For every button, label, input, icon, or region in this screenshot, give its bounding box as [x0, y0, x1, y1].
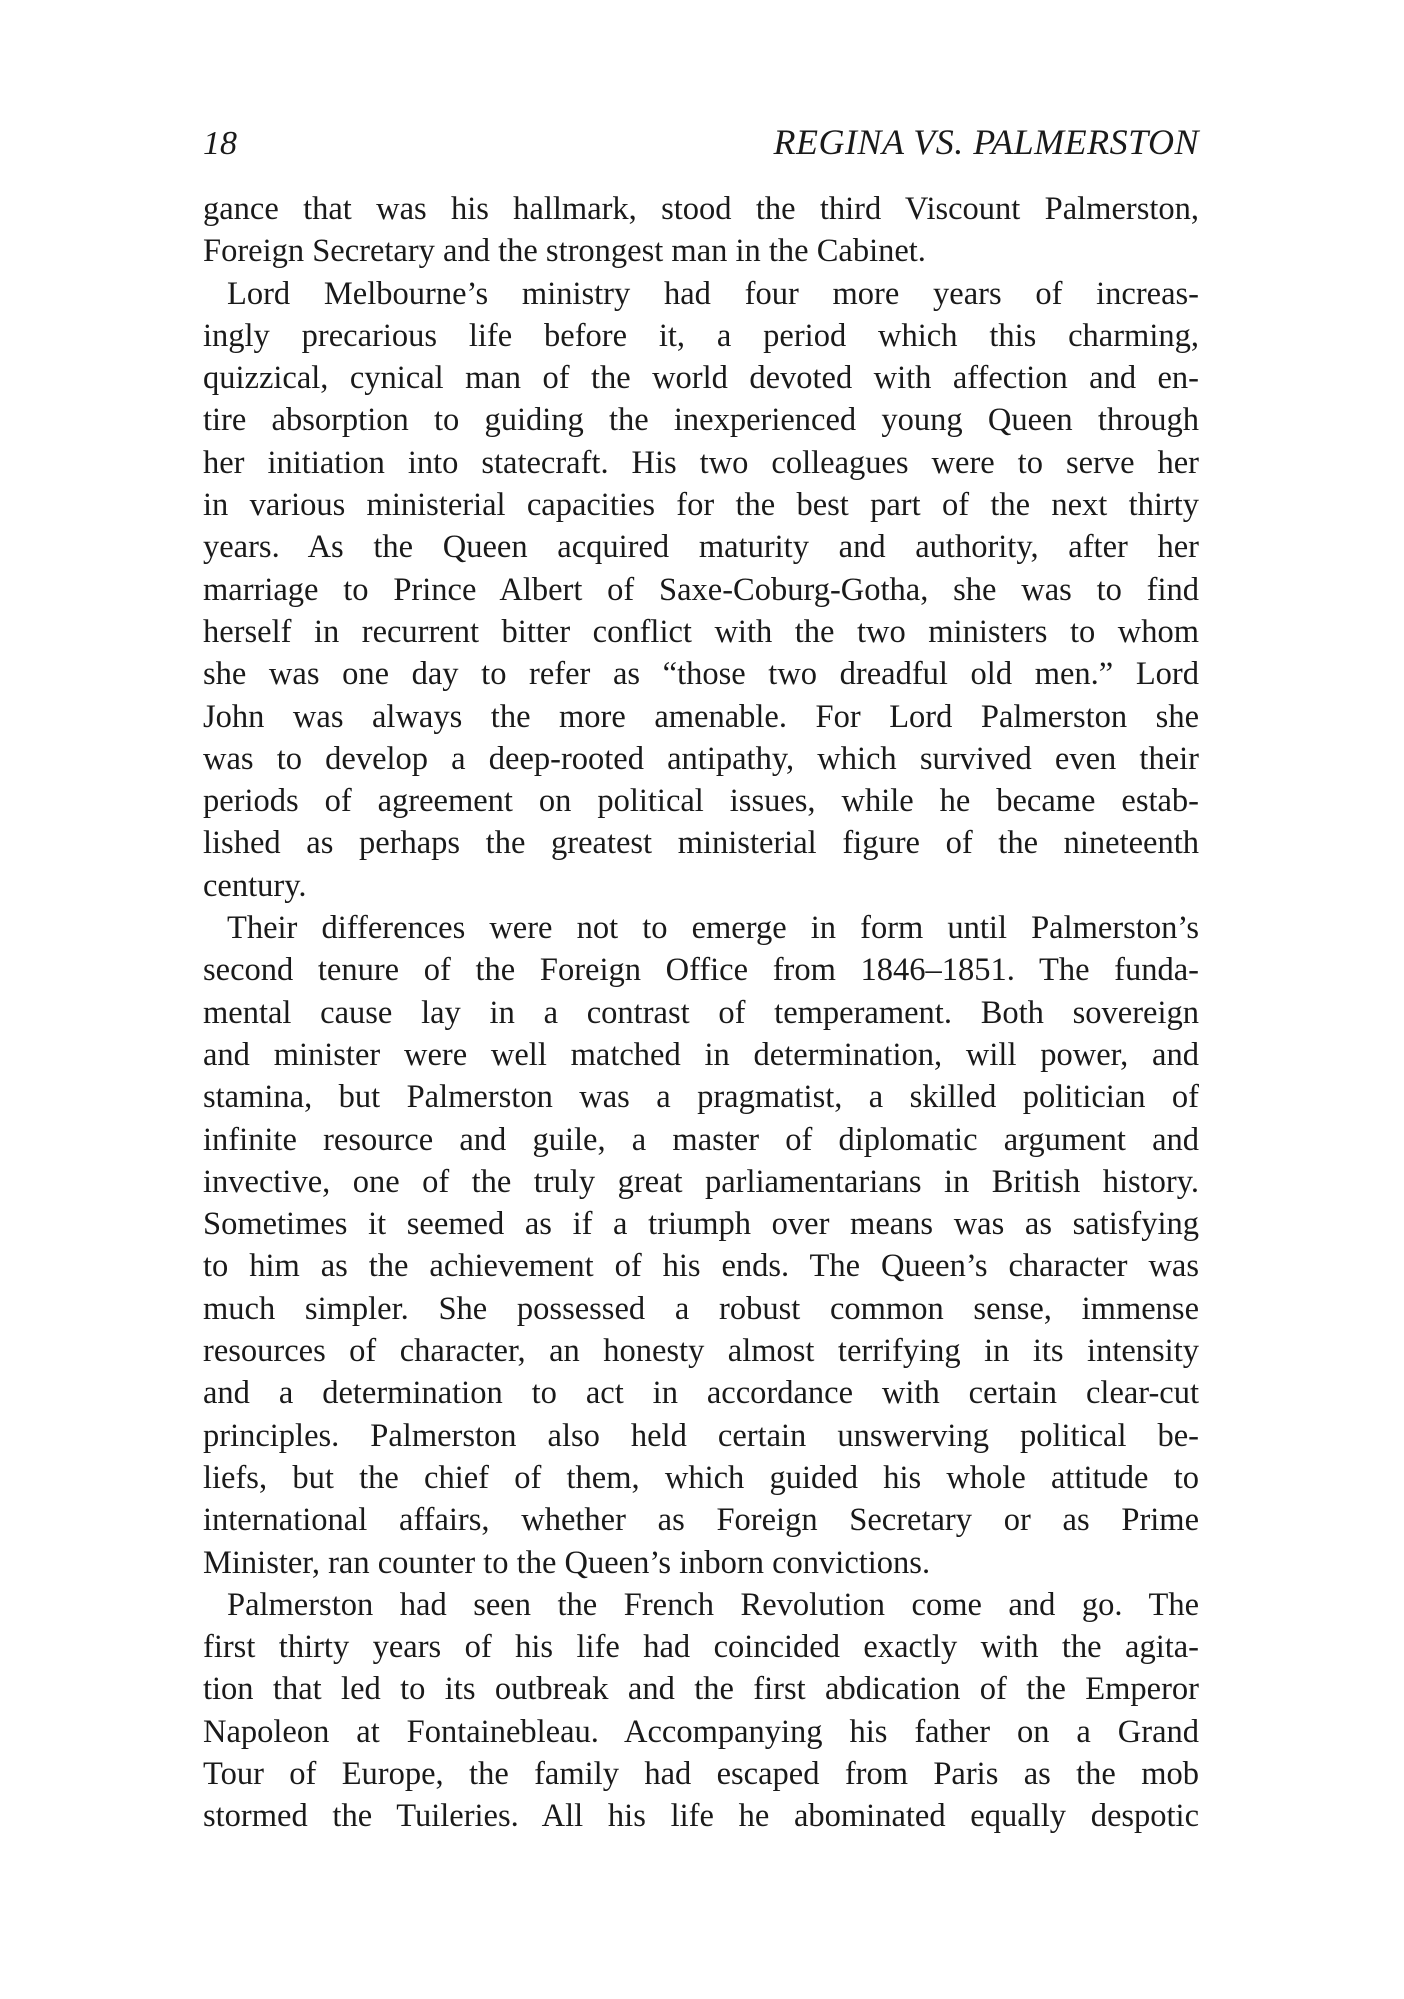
text-line: periods of agreement on political issues, while he became estab-: [203, 783, 1199, 820]
text-line: gance that was his hallmark, stood the third Viscount Palmerston,: [203, 191, 1199, 227]
text-line: was to develop a deep-rooted antipathy, which survived even their: [203, 740, 1199, 777]
text-line: resources of character, an honesty almost terrifying in its intensity: [203, 1333, 1199, 1370]
text-line: to him as the achievement of his ends. The Queen’s character was: [203, 1248, 1199, 1285]
body-text: [203, 188, 1199, 1838]
text-line: century.: [203, 867, 307, 904]
text-line: mental cause lay in a contrast of temperament. Both sovereign: [203, 994, 1199, 1031]
paragraph: [203, 273, 1199, 907]
text-line: Napoleon at Fontainebleau. Accompanying his father on a Grand: [203, 1713, 1199, 1750]
text-line: stamina, but Palmerston was a pragmatist, a skilled politician of: [203, 1079, 1199, 1116]
text-line: she was one day to refer as “those two dreadful old men.” Lord: [203, 656, 1199, 693]
page-header: [203, 118, 1199, 166]
text-line: Tour of Europe, the family had escaped from Paris as the mob: [203, 1755, 1199, 1792]
text-line: her initiation into statecraft. His two colleagues were to serve her: [203, 444, 1199, 481]
text-line: tire absorption to guiding the inexperienced young Queen through: [203, 402, 1199, 439]
text-line: ingly precarious life before it, a period which this charming,: [203, 317, 1199, 354]
text-line: and a determination to act in accordance with certain clear-cut: [203, 1375, 1199, 1412]
text-line: invective, one of the truly great parliamentarians in British history.: [203, 1163, 1199, 1200]
text-line: Palmerston had seen the French Revolution come and go. The: [227, 1586, 1199, 1623]
running-head: REGINA VS. PALMERSTON: [773, 122, 1199, 162]
text-line: lished as perhaps the greatest ministerial figure of the nineteenth: [203, 825, 1199, 862]
text-line: international affairs, whether as Foreign Secretary or as Prime: [203, 1502, 1199, 1539]
paragraph: [203, 1584, 1199, 1838]
text-line: and minister were well matched in determination, will power, and: [203, 1036, 1199, 1073]
text-line: tion that led to its outbreak and the first abdication of the Emperor: [203, 1671, 1199, 1708]
paragraph: [203, 907, 1199, 1584]
text-line: herself in recurrent bitter conflict with the two ministers to whom: [203, 613, 1199, 650]
text-line: second tenure of the Foreign Office from 1846–1851. The funda-: [203, 952, 1199, 989]
text-line: Sometimes it seemed as if a triumph over means was as satisfying: [203, 1206, 1199, 1243]
paragraph: [203, 188, 1199, 273]
text-line: stormed the Tuileries. All his life he abominated equally despotic: [203, 1798, 1199, 1835]
text-line: years. As the Queen acquired maturity and authority, after her: [203, 529, 1199, 566]
text-line: Foreign Secretary and the strongest man in the Cabinet.: [203, 233, 926, 270]
text-line: first thirty years of his life had coincided exactly with the agita-: [203, 1629, 1199, 1666]
text-line: quizzical, cynical man of the world devoted with affection and en-: [203, 360, 1199, 397]
text-line: Their differences were not to emerge in form until Palmerston’s: [227, 910, 1199, 947]
book-page: [203, 118, 1199, 1838]
text-line: infinite resource and guile, a master of diplomatic argument and: [203, 1121, 1199, 1158]
text-line: principles. Palmerston also held certain unswerving political be-: [203, 1417, 1199, 1454]
text-line: much simpler. She possessed a robust common sense, immense: [203, 1290, 1199, 1327]
text-line: in various ministerial capacities for the best part of the next thirty: [203, 487, 1199, 524]
text-line: Lord Melbourne’s ministry had four more years of increas-: [227, 275, 1199, 312]
page-number: 18: [203, 125, 237, 162]
text-line: liefs, but the chief of them, which guided his whole attitude to: [203, 1459, 1199, 1496]
text-line: Minister, ran counter to the Queen’s inborn convictions.: [203, 1544, 931, 1581]
text-line: John was always the more amenable. For Lord Palmerston she: [203, 698, 1199, 735]
text-line: marriage to Prince Albert of Saxe-Coburg-Gotha, she was to find: [203, 571, 1199, 608]
